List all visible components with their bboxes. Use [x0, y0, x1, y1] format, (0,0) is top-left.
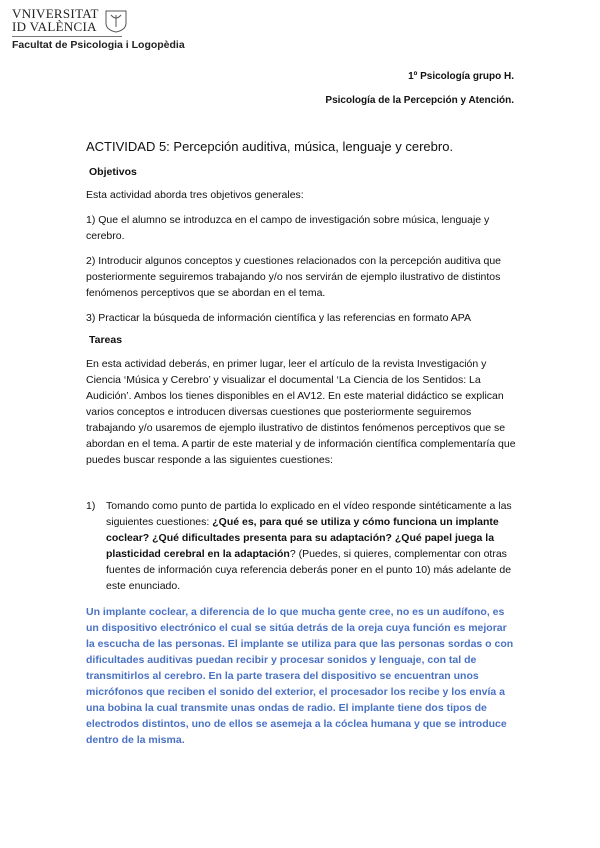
tareas-text: En esta actividad deberás, en primer lugar, leer el artículo de la revista Investigación y Ciencia ‘Música y Cerebro’ y visualizar el documental ‘La Ciencia de los Sentidos: La Audición’. Ambos los tienes disponibles en el AV12. En este material didáctico se explican varios conceptos e introducen diversas cuestiones que posteriormente seguiremos trabajando y/o usaremos de ejemplo ilustrativo de distintos fenómenos perceptivos que se abordan en el tema. A partir de este material y de información científica complementaría que puedes buscar responde a las siguientes cuestiones:	[86, 358, 516, 466]
faculty-name: Facultat de Psicologia i Logopèdia	[12, 39, 185, 51]
tareas-heading: Tareas	[89, 334, 123, 346]
objetivo-item-3: 3) Practicar la búsqueda de información científica y las referencias en formato APA	[86, 312, 471, 324]
page-title: ACTIVIDAD 5: Percepción auditiva, música, lenguaje y cerebro.	[86, 139, 454, 154]
answer-text: Un implante coclear, a diferencia de lo que mucha gente cree, no es un audífono, es un dispositivo electrónico el cual se sitúa detrás de la oreja cuya función es mejorar la escucha de las personas. El implante se utiliza para que las personas sordas o con dificultades auditivas puedan recibir y procesar sonidos y lenguaje, con tal de transmitirlos al cerebro. En la parte trasera del dispositivo se encuentran unos micrófonos que reciben el sonido del exterior, el procesador los recibe y los envía a una bobina la cual transmite unas ondas de radio. El implante tiene dos tipos de electrodos distintos, uno de ellos se asemeja a la cóclea humana y que se introduce dentro de la misma.	[86, 606, 514, 746]
objetivos-intro: Esta actividad aborda tres objetivos generales:	[86, 189, 304, 201]
objetivos-heading: Objetivos	[89, 166, 137, 178]
university-name: VNIVERSITAT ID VALÈNCIA	[12, 6, 99, 34]
course-label: 1º Psicología grupo H.	[408, 71, 514, 82]
university-crest-icon	[103, 7, 129, 33]
university-logo	[10, 6, 240, 66]
question-number: 1)	[86, 500, 96, 512]
subject-label: Psicología de la Percepción y Atención.	[325, 95, 514, 106]
objetivo-item-2: 2) Introducir algunos conceptos y cuestiones relacionados con la percepción auditiva que posteriormente seguiremos trabajando y/o nos servirán de ejemplo ilustrativo de distintos fenómenos perceptivos que se abordan en el tema.	[86, 255, 502, 299]
logo-divider	[12, 36, 122, 37]
question-text: Tomando como punto de partida lo explicado en el vídeo responde sintéticamente a las siguientes cuestiones: ¿Qué es, para qué se utiliza y cómo funciona un implante coclear? ¿Qué dificultades presenta para su adaptación? ¿Qué papel juega la plasticidad cerebral en la adaptación? (Puedes, si quieres, complementar con otras fuentes de información cuya referencia deberás poner en el punto 10) más adelante de este enunciado.	[106, 500, 512, 592]
objetivo-item-1: 1) Que el alumno se introduzca en el campo de investigación sobre música, lenguaje y cerebro.	[86, 214, 490, 242]
